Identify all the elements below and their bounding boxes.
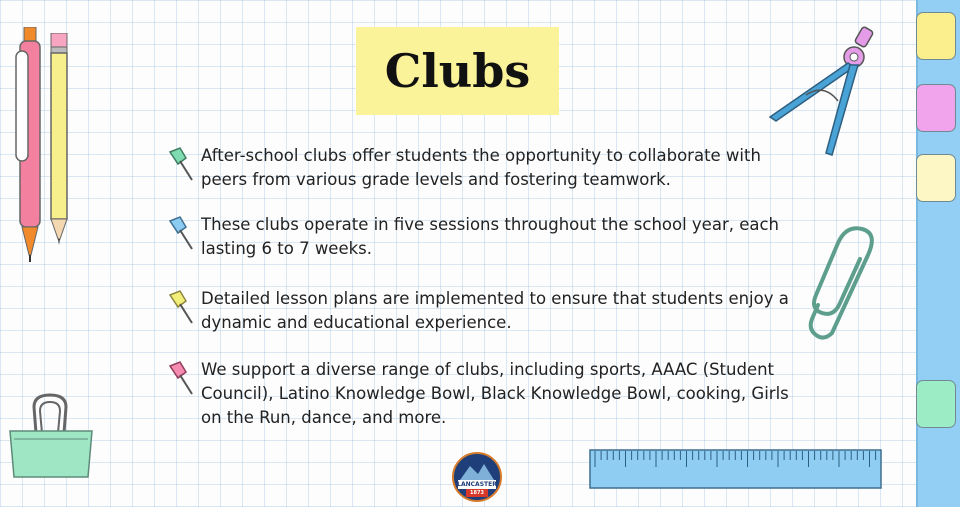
tab-cream[interactable] [916,154,956,202]
pencil-icon [47,33,71,248]
ruler-icon [589,449,882,489]
bullet-text: These clubs operate in five sessions throughout the school year, each lasting 6 to 7 weeks. [201,215,780,258]
tab-yellow[interactable] [916,12,956,60]
compass-icon [766,25,891,165]
pen-icon [14,27,44,262]
tab-pink[interactable] [916,84,956,132]
bullet-text: Detailed lesson plans are implemented to ensure that students enjoy a dynamic and educational experience. [201,289,789,332]
page-title: Clubs [384,44,531,98]
tab-green[interactable] [916,380,956,428]
pushpin-icon [166,144,196,184]
title-box [356,27,559,115]
pushpin-icon [166,213,196,253]
logo-name-text: LANCASTER [457,481,497,488]
right-side-strip [916,0,960,507]
pushpin-icon [166,358,196,398]
school-logo [452,452,502,502]
paperclip-icon [808,225,883,343]
pushpin-icon [166,287,196,327]
bullet-text: After-school clubs offer students the opportunity to collaborate with peers from various grade levels and fostering teamwork. [201,146,761,189]
logo-year-text: 1873 [470,490,484,496]
binder-clip-icon [8,393,94,479]
bullet-text: We support a diverse range of clubs, including sports, AAAC (Student Council), Latino Knowledge Bowl, Black Knowledge Bowl, cooking, Girls on the Run, dance, and more. [201,360,789,427]
